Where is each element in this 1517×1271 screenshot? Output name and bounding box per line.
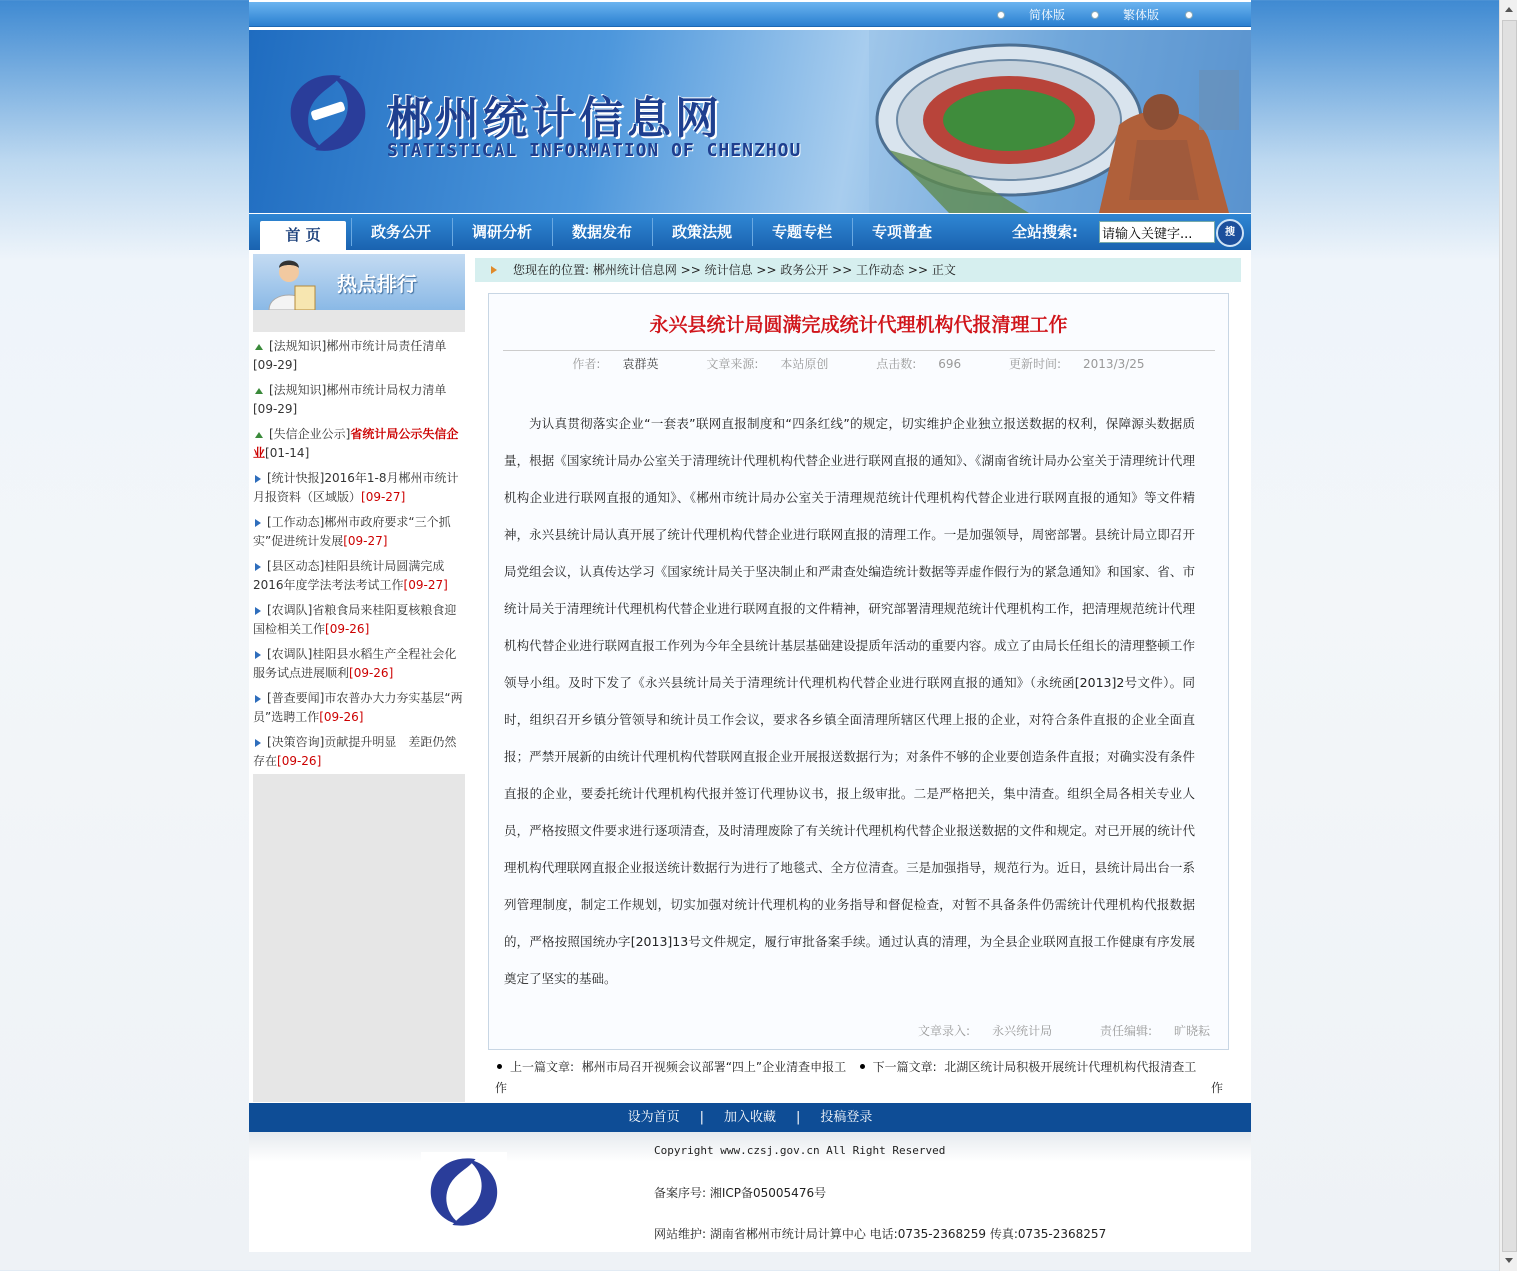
editor-value: 旷晓耘 [1173,1024,1210,1038]
list-item-date: [09-26] [325,622,370,636]
simplified-link[interactable]: 简体版 [1029,8,1066,22]
list-item-title[interactable]: [法规知识]郴州市统计局责任清单 [269,339,447,353]
nav-home[interactable]: 首 页 [260,221,346,250]
list-item[interactable] [253,337,463,375]
maintainer-text: 网站维护: 湖南省郴州市统计局计算中心 电话:0735-2368259 传真:0735-2368257 [654,1227,1107,1241]
nav-special-topics[interactable]: 专题专栏 [771,223,832,241]
list-item[interactable] [253,425,463,463]
site-banner [249,30,1251,213]
list-item-date: [01-14] [265,446,310,460]
hot-ranking-panel [253,254,465,1102]
bullet-icon [860,1064,865,1069]
nav-government-affairs[interactable]: 政务公开 [370,223,431,241]
article-title: 永兴县统计局圆满完成统计代理机构代报清理工作 [649,314,1068,336]
right-arrow-icon [255,475,261,483]
breadcrumb [475,258,1241,282]
footer-logo-icon [421,1152,507,1232]
divider [503,350,1215,351]
footer [249,1132,1251,1252]
top-bar [249,2,1251,27]
article-meta [489,355,1228,372]
main-nav [249,214,1251,250]
icp-text: 备案序号: 湘ICP备05005476号 [654,1186,827,1200]
list-item-category[interactable]: [失信企业公示] [269,427,351,441]
editor-label: 责任编辑: [1099,1024,1152,1038]
bullet-icon [997,11,1005,19]
person-icon [259,254,329,310]
set-homepage-link[interactable]: 设为首页 [627,1110,680,1125]
nav-research-analysis[interactable]: 调研分析 [471,223,532,241]
footer-divider: | [796,1110,801,1125]
site-logo-icon [281,68,375,158]
bullet-icon [1185,11,1193,19]
list-item-date: [09-27] [361,490,406,504]
up-arrow-icon [255,388,263,394]
list-item[interactable] [253,469,463,507]
search-button[interactable]: 搜 [1216,219,1244,247]
prev-article-link[interactable]: 郴州市局召开视频会议部署“四上”企业清查申报工 [581,1060,847,1074]
updated-label: 更新时间: [1008,357,1062,371]
list-item[interactable] [253,601,463,639]
entry-label: 文章录入: [918,1024,971,1038]
prev-next-links [495,1057,1223,1095]
list-item[interactable] [253,513,463,551]
author-label: 作者: [572,357,601,371]
prev-label: 上一篇文章: [510,1060,575,1074]
traditional-link[interactable]: 繁体版 [1123,8,1160,22]
list-item-title[interactable]: [决策咨询]贡献提升明显 差距仍然存在 [253,735,457,768]
clicks-value: 696 [938,357,962,371]
list-item-title[interactable]: [农调队]桂阳县水稻生产全程社会化服务试点进展顺利 [253,647,457,680]
footer-divider: | [699,1110,704,1125]
arrow-icon [491,266,497,274]
list-item-date: [09-27] [403,578,448,592]
list-item-title[interactable]: [工作动态]郴州市政府要求“三个抓实”促进统计发展 [253,515,451,548]
search-input[interactable] [1099,221,1215,243]
site-title: 郴州统计信息网 [387,93,723,144]
article-footer [874,1022,1210,1039]
hot-ranking-title: 热点排行 [337,272,417,296]
article-body: 为认真贯彻落实企业“一套表”联网直报制度和“四条红线”的规定，切实维护企业独立报送数据的权利，保障源头数据质量，根据《国家统计局办公室关于清理统计代理机构代替企业进行联网直报的通知》、《湖南省统计局办公室关于清理统计代理机构企业进行联网直报的通知》、《郴州市统计局办公室关于清理规范统计代理机构代替企业进行联网直报的通知》等文件精神，永兴县统计局认真开展了统计代理机构代替企业进行联网直报的清理工作。一是加强领导，周密部署。县统计局立即召开局党组会议，认真传达学习《国家统计局关于坚决制止和严肃查处编造统计数据等弄虚作假行为的紧急通知》和国家、省、市统计局关于清理统计代理机构代替企业进行联网直报的文件精神，研究部署清理规范统计代理机构工作，把清理规范统计代理机构代替企业进行联网直报工作列为今年全县统计基层基础建设提质年活动的重要内容。成立了由局长任组长的清理整顿工作领导小组。及时下发了《永兴县统计局关于清理统计代理机构代替企业进行联网直报的通知》（永统函[2013]2号文件）。同时，组织召开乡镇分管领导和统计员工作会议，要求各乡镇全面清理所辖区代理上报的企业，对符合条件直报的企业全面直报；严禁开展新的由统计代理机构代替联网直报企业开展报送数据行为；对条件不够的企业要创造条件直报；对确实没有条件直报的企业，要委托统计代理机构代报并签订代理协议书，报上级审批。二是严格把关，集中清查。组织全局各相关专业人员，严格按照文件要求进行逐项清查，及时清理废除了有关统计代理机构代替企业报送数据的文件和规定。对已开展的统计代理机构代理联网直报企业报送统计数据行为进行了地毯式、全方位清查。三是加强指导，规范行为。近日，县统计局出台一系列管理制度，制定工作规划，切实加强对统计代理机构的业务指导和督促检查，对暂不具备条件仍需统计代理机构代报数据的，严格按照国统办字[2013]13号文件规定，履行审批备案手续。通过认真的清理，为全县企业联网直报工作健康有序发展奠定了坚实的基础。 [504,416,1195,986]
bullet-icon [1091,11,1099,19]
vertical-scrollbar[interactable] [1499,0,1517,1271]
list-item[interactable] [253,557,463,595]
list-item-date: [09-26] [277,754,322,768]
article [488,293,1229,1050]
list-item-title[interactable]: [普查要闻]市农普办大力夯实基层“两员”选聘工作 [253,691,463,724]
right-arrow-icon [255,651,261,659]
submit-login-link[interactable]: 投稿登录 [820,1110,873,1125]
bullet-icon [497,1064,502,1069]
breadcrumb-text[interactable]: 您现在的位置: 郴州统计信息网 >> 统计信息 >> 政务公开 >> 工作动态 >> 正文 [513,263,956,277]
next-label: 下一篇文章: [872,1060,937,1074]
source-label: 文章来源: [706,357,759,371]
site-subtitle: STATISTICAL INFORMATION OF CHENZHOU [387,140,802,161]
right-arrow-icon [255,563,261,571]
list-item-date: [09-27] [343,534,388,548]
search-label: 全站搜索: [1012,223,1078,241]
updated-value: 2013/3/25 [1083,357,1145,371]
footer-links-bar [249,1103,1251,1132]
list-item-title[interactable]: [法规知识]郴州市统计局权力清单 [269,383,447,397]
next-article-link[interactable]: 北湖区统计局积极开展统计代理机构代报清查工 [944,1060,1197,1074]
copyright-text: Copyright www.czsj.gov.cn All Right Reserved [654,1144,946,1157]
scrollbar-thumb[interactable] [1502,20,1517,1252]
right-arrow-icon [255,695,261,703]
list-item[interactable] [253,689,463,727]
right-arrow-icon [255,607,261,615]
hot-ranking-list [253,332,465,774]
add-favorites-link[interactable]: 加入收藏 [723,1110,776,1125]
entry-value: 永兴统计局 [992,1024,1053,1038]
nav-policy-regulations[interactable]: 政策法规 [671,223,732,241]
list-item-title[interactable]: [县区动态]桂阳县统计局圆满完成2016年度学法考法考试工作 [253,559,445,592]
scroll-up-icon[interactable] [1505,7,1513,12]
list-item-date: [09-29] [253,402,298,416]
list-item-date: [09-26] [349,666,394,680]
source-value: 本站原创 [780,357,829,371]
up-arrow-icon [255,344,263,350]
list-item-title[interactable]: [统计快报]2016年1-8月郴州市统计月报资料（区域版） [253,471,459,504]
prev-article-link-tail[interactable]: 作 [495,1081,508,1095]
list-item-title[interactable]: [农调队]省粮食局来桂阳夏核粮食迎国检相关工作 [253,603,457,636]
next-article-link-tail[interactable]: 作 [1210,1081,1223,1095]
list-item-title[interactable]: 省统计局公示失信企业 [253,427,459,460]
right-arrow-icon [255,519,261,527]
clicks-label: 点击数: [876,357,917,371]
nav-census[interactable]: 专项普查 [871,223,932,241]
stadium-image [869,30,1251,213]
right-arrow-icon [255,739,261,747]
scroll-down-icon[interactable] [1505,1258,1513,1263]
nav-data-release[interactable]: 数据发布 [571,223,632,241]
list-item[interactable] [253,645,463,683]
list-item[interactable] [253,381,463,419]
list-item-date: [09-29] [253,358,298,372]
hot-ranking-header [253,254,465,310]
list-item-date: [09-26] [319,710,364,724]
author-value: 袁群英 [622,357,659,371]
up-arrow-icon [255,432,263,438]
list-item[interactable] [253,733,463,771]
page [249,0,1251,1252]
